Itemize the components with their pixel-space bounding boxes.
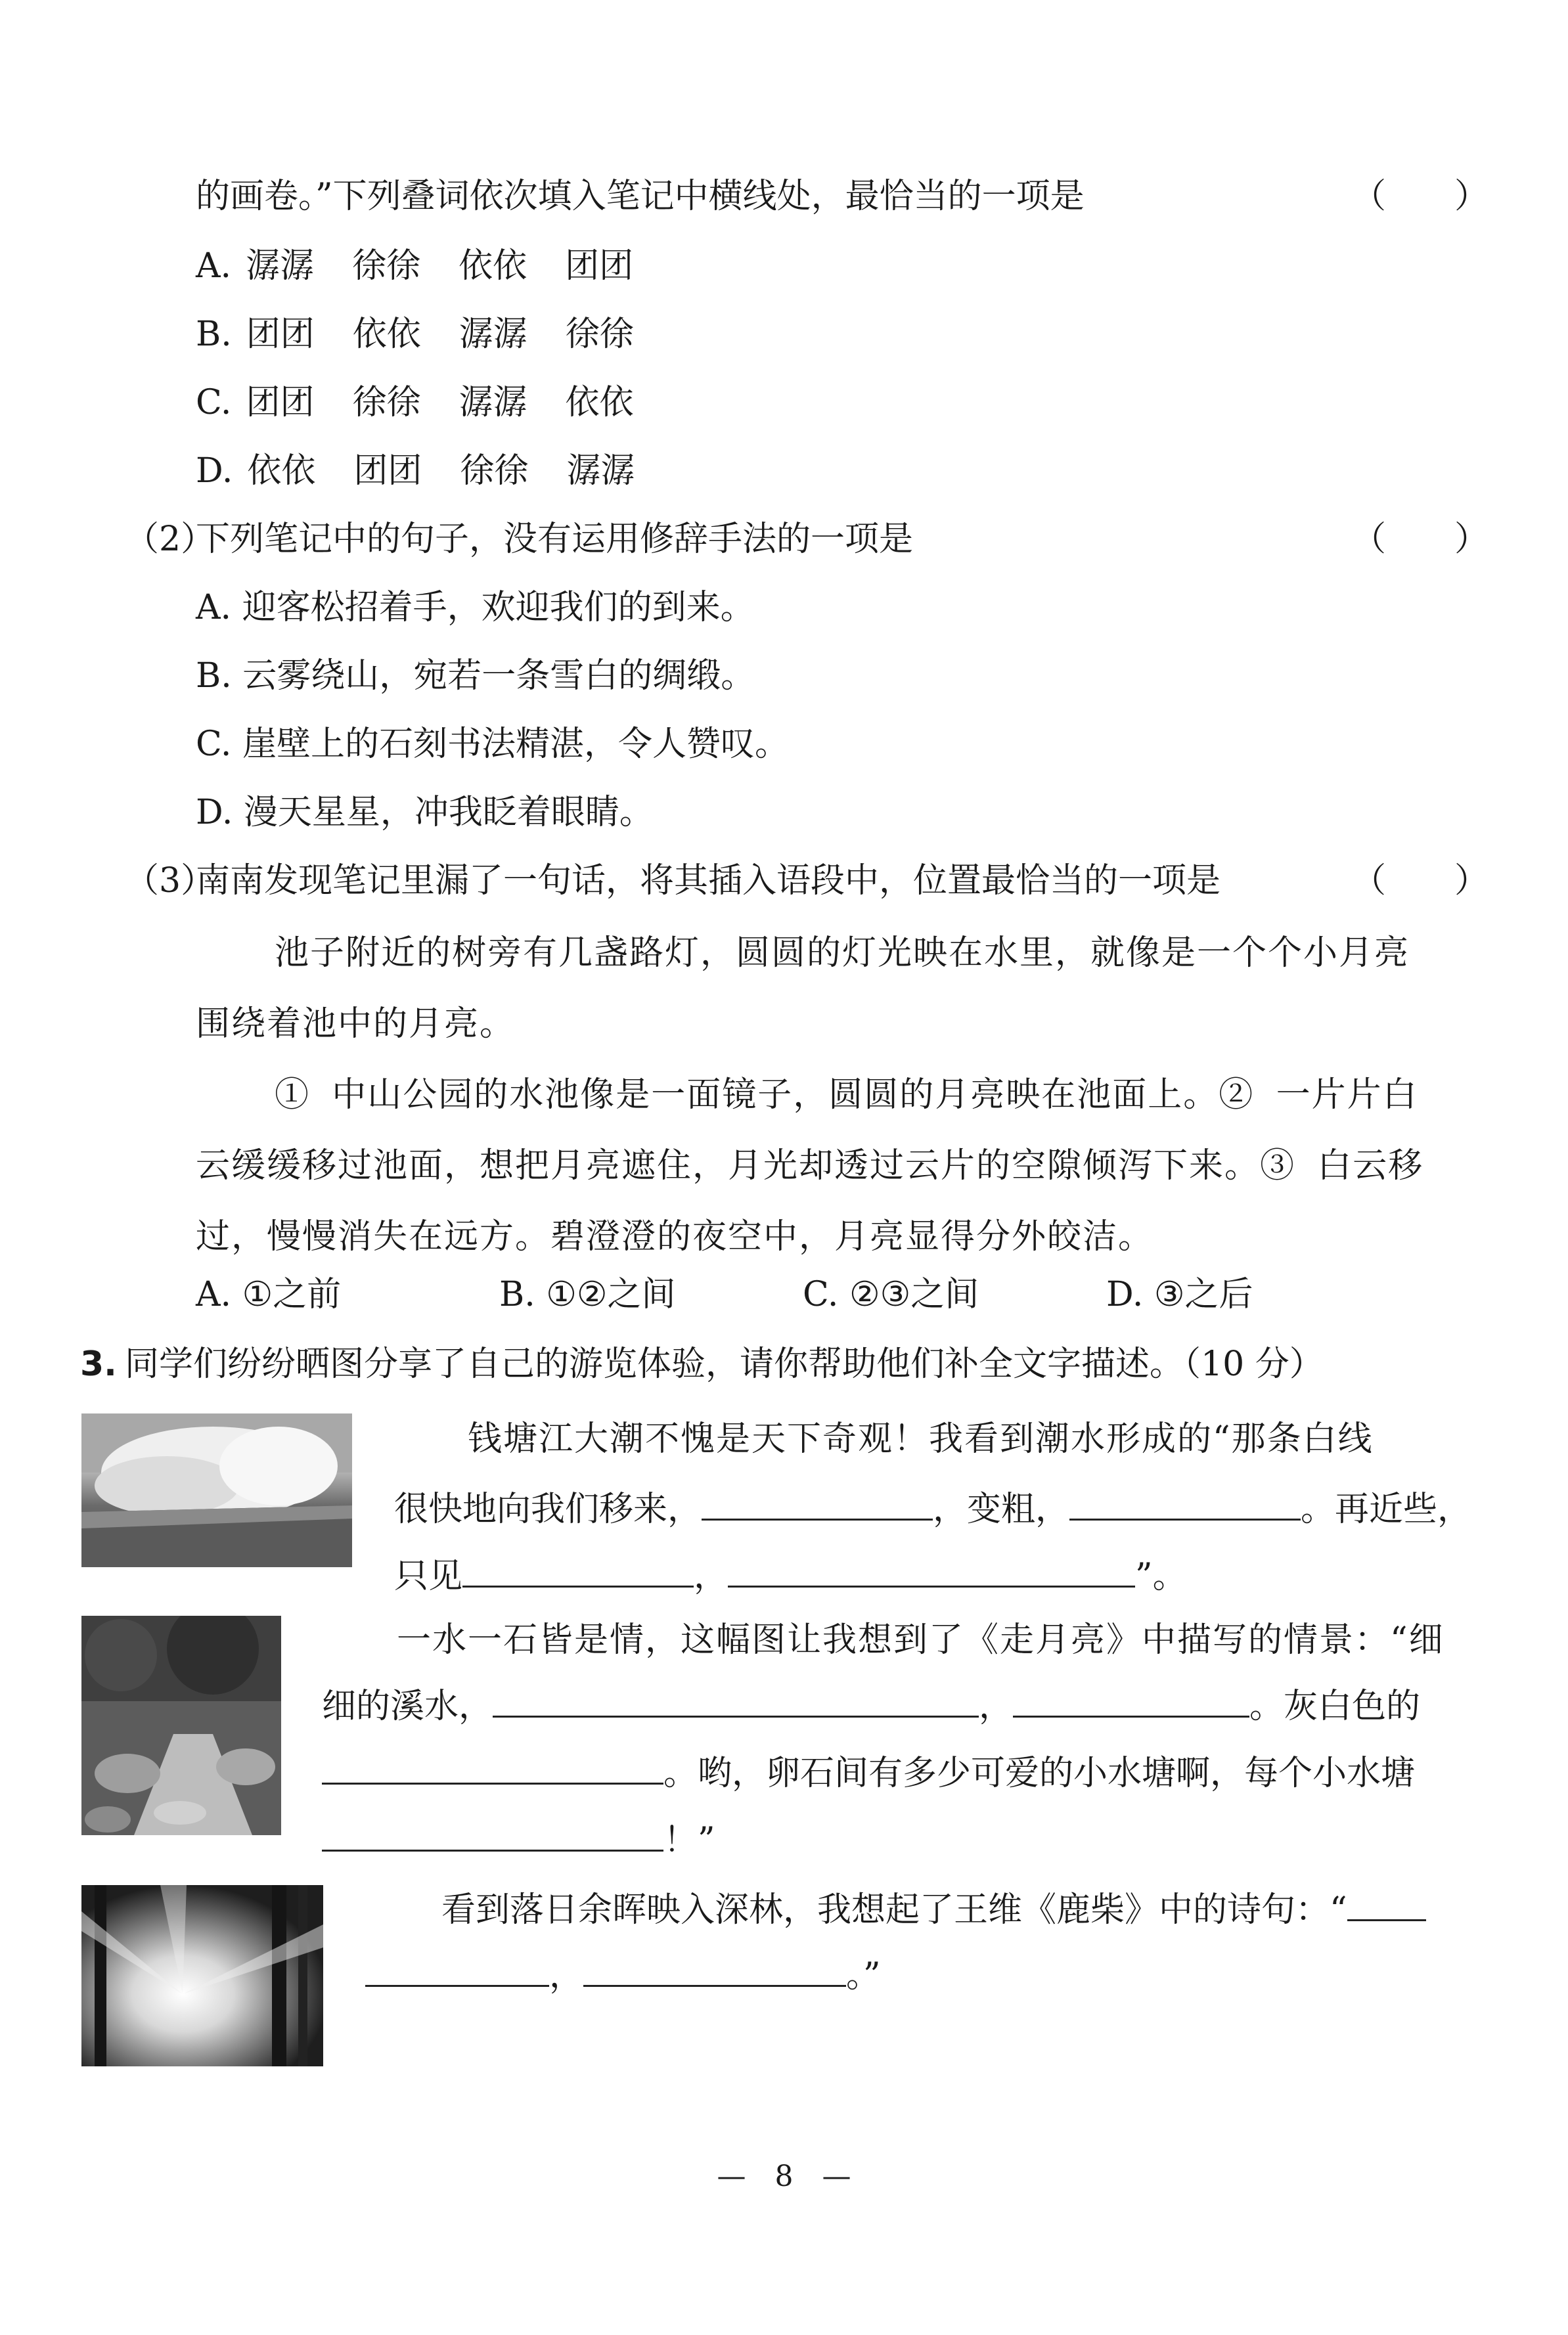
option-b: B. 云雾绕山，宛若一条雪白的绸缎。 xyxy=(196,656,755,696)
text-segment: ”。 xyxy=(1135,1557,1187,1596)
option-word: 潺潺 xyxy=(459,315,527,354)
text-segment: 。哟，卵石间有多少可爱的小水塘啊，每个小水塘 xyxy=(663,1754,1416,1793)
option-word: 团团 xyxy=(565,246,634,286)
text-segment: ，变粗， xyxy=(933,1490,1070,1529)
answer-blank[interactable] xyxy=(493,1685,979,1718)
question-3-title: 同学们纷纷晒图分享了自己的游览体验，请你帮助他们补全文字描述。（10 分） xyxy=(125,1345,1324,1384)
text-segment: ， xyxy=(979,1687,1014,1726)
stream-illustration xyxy=(81,1616,281,1835)
answer-bracket-3: （ ） xyxy=(1352,861,1489,901)
option-label: D. xyxy=(196,451,233,491)
option-word: 徐徐 xyxy=(352,246,421,286)
missing-sentence-line-1: 池子附近的树旁有几盏路灯，圆圆的灯光映在水里，就像是一个个小月亮 xyxy=(275,933,1410,973)
answer-blank[interactable] xyxy=(1347,1889,1426,1921)
part-3-number: （3） xyxy=(125,861,215,901)
answer-blank[interactable] xyxy=(583,1955,846,1987)
option-label: C. xyxy=(196,383,232,422)
stream-photo xyxy=(81,1616,281,1835)
missing-sentence-line-2: 围绕着池中的月亮。 xyxy=(196,1004,516,1044)
option-word: 团团 xyxy=(246,315,315,354)
answer-blank[interactable] xyxy=(462,1555,694,1588)
option-c xyxy=(196,382,672,423)
qiantang-tide-photo xyxy=(81,1413,352,1567)
option-word: 潺潺 xyxy=(566,451,635,491)
forest-illustration xyxy=(81,1885,323,2066)
option-b: B. ①②之间 xyxy=(499,1275,676,1314)
option-word: 潺潺 xyxy=(459,383,527,422)
option-label: A. xyxy=(196,246,232,286)
part-2-number: （2） xyxy=(125,520,215,559)
option-a xyxy=(196,246,671,286)
tide-text-line-2 xyxy=(394,1488,1471,1530)
part-3-question: 南南发现笔记里漏了一句话，将其插入语段中，位置最恰当的一项是 xyxy=(196,861,1221,901)
tide-text-line-1: 钱塘江大潮不愧是天下奇观！我看到潮水形成的“那条白线 xyxy=(468,1419,1374,1459)
option-word: 依依 xyxy=(352,315,421,354)
option-d: D. 漫天星星，冲我眨着眼睛。 xyxy=(196,793,654,832)
option-d: D. ③之后 xyxy=(1106,1275,1253,1314)
option-a: A. 迎客松招着手，欢迎我们的到来。 xyxy=(196,588,755,627)
stream-text-line-4 xyxy=(322,1819,715,1861)
answer-blank[interactable] xyxy=(365,1955,549,1987)
answer-blank[interactable] xyxy=(728,1555,1135,1588)
option-c: C. 崖壁上的石刻书法精湛，令人赞叹。 xyxy=(196,724,789,764)
option-word: 依依 xyxy=(459,246,527,286)
option-word: 依依 xyxy=(247,451,316,491)
page-number: — 8 — xyxy=(717,2160,851,2193)
text-segment: 很快地向我们移来， xyxy=(394,1490,702,1529)
text-segment: 。再近些， xyxy=(1301,1490,1472,1529)
stream-text-line-3 xyxy=(322,1752,1415,1794)
text-segment: ， xyxy=(549,1956,584,1995)
answer-bracket-1: （ ） xyxy=(1352,177,1489,216)
q2-part1-continuation: 的画卷。”下列叠词依次填入笔记中横线处，最恰当的一项是 xyxy=(196,177,1085,216)
stream-text-line-1: 一水一石皆是情，这幅图让我想到了《走月亮》中描写的情景：“细 xyxy=(397,1620,1445,1660)
forest-text-line-1 xyxy=(441,1889,1426,1930)
forest-text-line-2 xyxy=(365,1955,881,1996)
option-b xyxy=(196,314,672,355)
passage-line-2: 云缓缓移过池面，想把月亮遮住，月光却透过云片的空隙倾泻下来。③ 白云移 xyxy=(196,1146,1424,1186)
answer-blank[interactable] xyxy=(322,1752,663,1785)
answer-blank[interactable] xyxy=(322,1819,663,1852)
option-c: C. ②③之间 xyxy=(803,1275,979,1314)
answer-blank[interactable] xyxy=(1069,1488,1301,1521)
option-word: 团团 xyxy=(246,383,315,422)
text-segment: 。” xyxy=(846,1956,881,1995)
tide-text-line-3 xyxy=(394,1555,1187,1597)
stream-text-line-2 xyxy=(322,1685,1420,1727)
answer-blank[interactable] xyxy=(702,1488,933,1521)
option-label: B. xyxy=(196,315,232,354)
option-word: 徐徐 xyxy=(460,451,529,491)
answer-blank[interactable] xyxy=(1013,1685,1249,1718)
option-word: 徐徐 xyxy=(352,383,421,422)
option-word: 潺潺 xyxy=(246,246,315,286)
answer-bracket-2: （ ） xyxy=(1352,520,1489,559)
passage-line-1: ① 中山公园的水池像是一面镜子，圆圆的月亮映在池面上。② 一片片白 xyxy=(275,1075,1418,1115)
option-a: A. ①之前 xyxy=(196,1275,342,1314)
passage-line-3: 过，慢慢消失在远方。碧澄澄的夜空中，月亮显得分外皎洁。 xyxy=(196,1217,1154,1256)
text-segment: ！” xyxy=(663,1821,715,1860)
tide-illustration xyxy=(81,1413,352,1567)
forest-sunset-photo xyxy=(81,1885,323,2066)
text-segment: 只见 xyxy=(394,1557,463,1596)
text-segment: ， xyxy=(694,1557,728,1596)
option-d xyxy=(196,451,673,491)
text-segment: 。灰白色的 xyxy=(1249,1687,1421,1726)
option-word: 徐徐 xyxy=(565,315,634,354)
option-word: 依依 xyxy=(565,383,634,422)
question-3-number: 3. xyxy=(80,1345,117,1384)
text-segment: 细的溪水， xyxy=(322,1687,493,1726)
part-2-question: 下列笔记中的句子，没有运用修辞手法的一项是 xyxy=(196,520,914,559)
text-segment: 看到落日余晖映入深林，我想起了王维《鹿柴》中的诗句：“ xyxy=(441,1890,1347,1930)
option-word: 团团 xyxy=(353,451,422,491)
